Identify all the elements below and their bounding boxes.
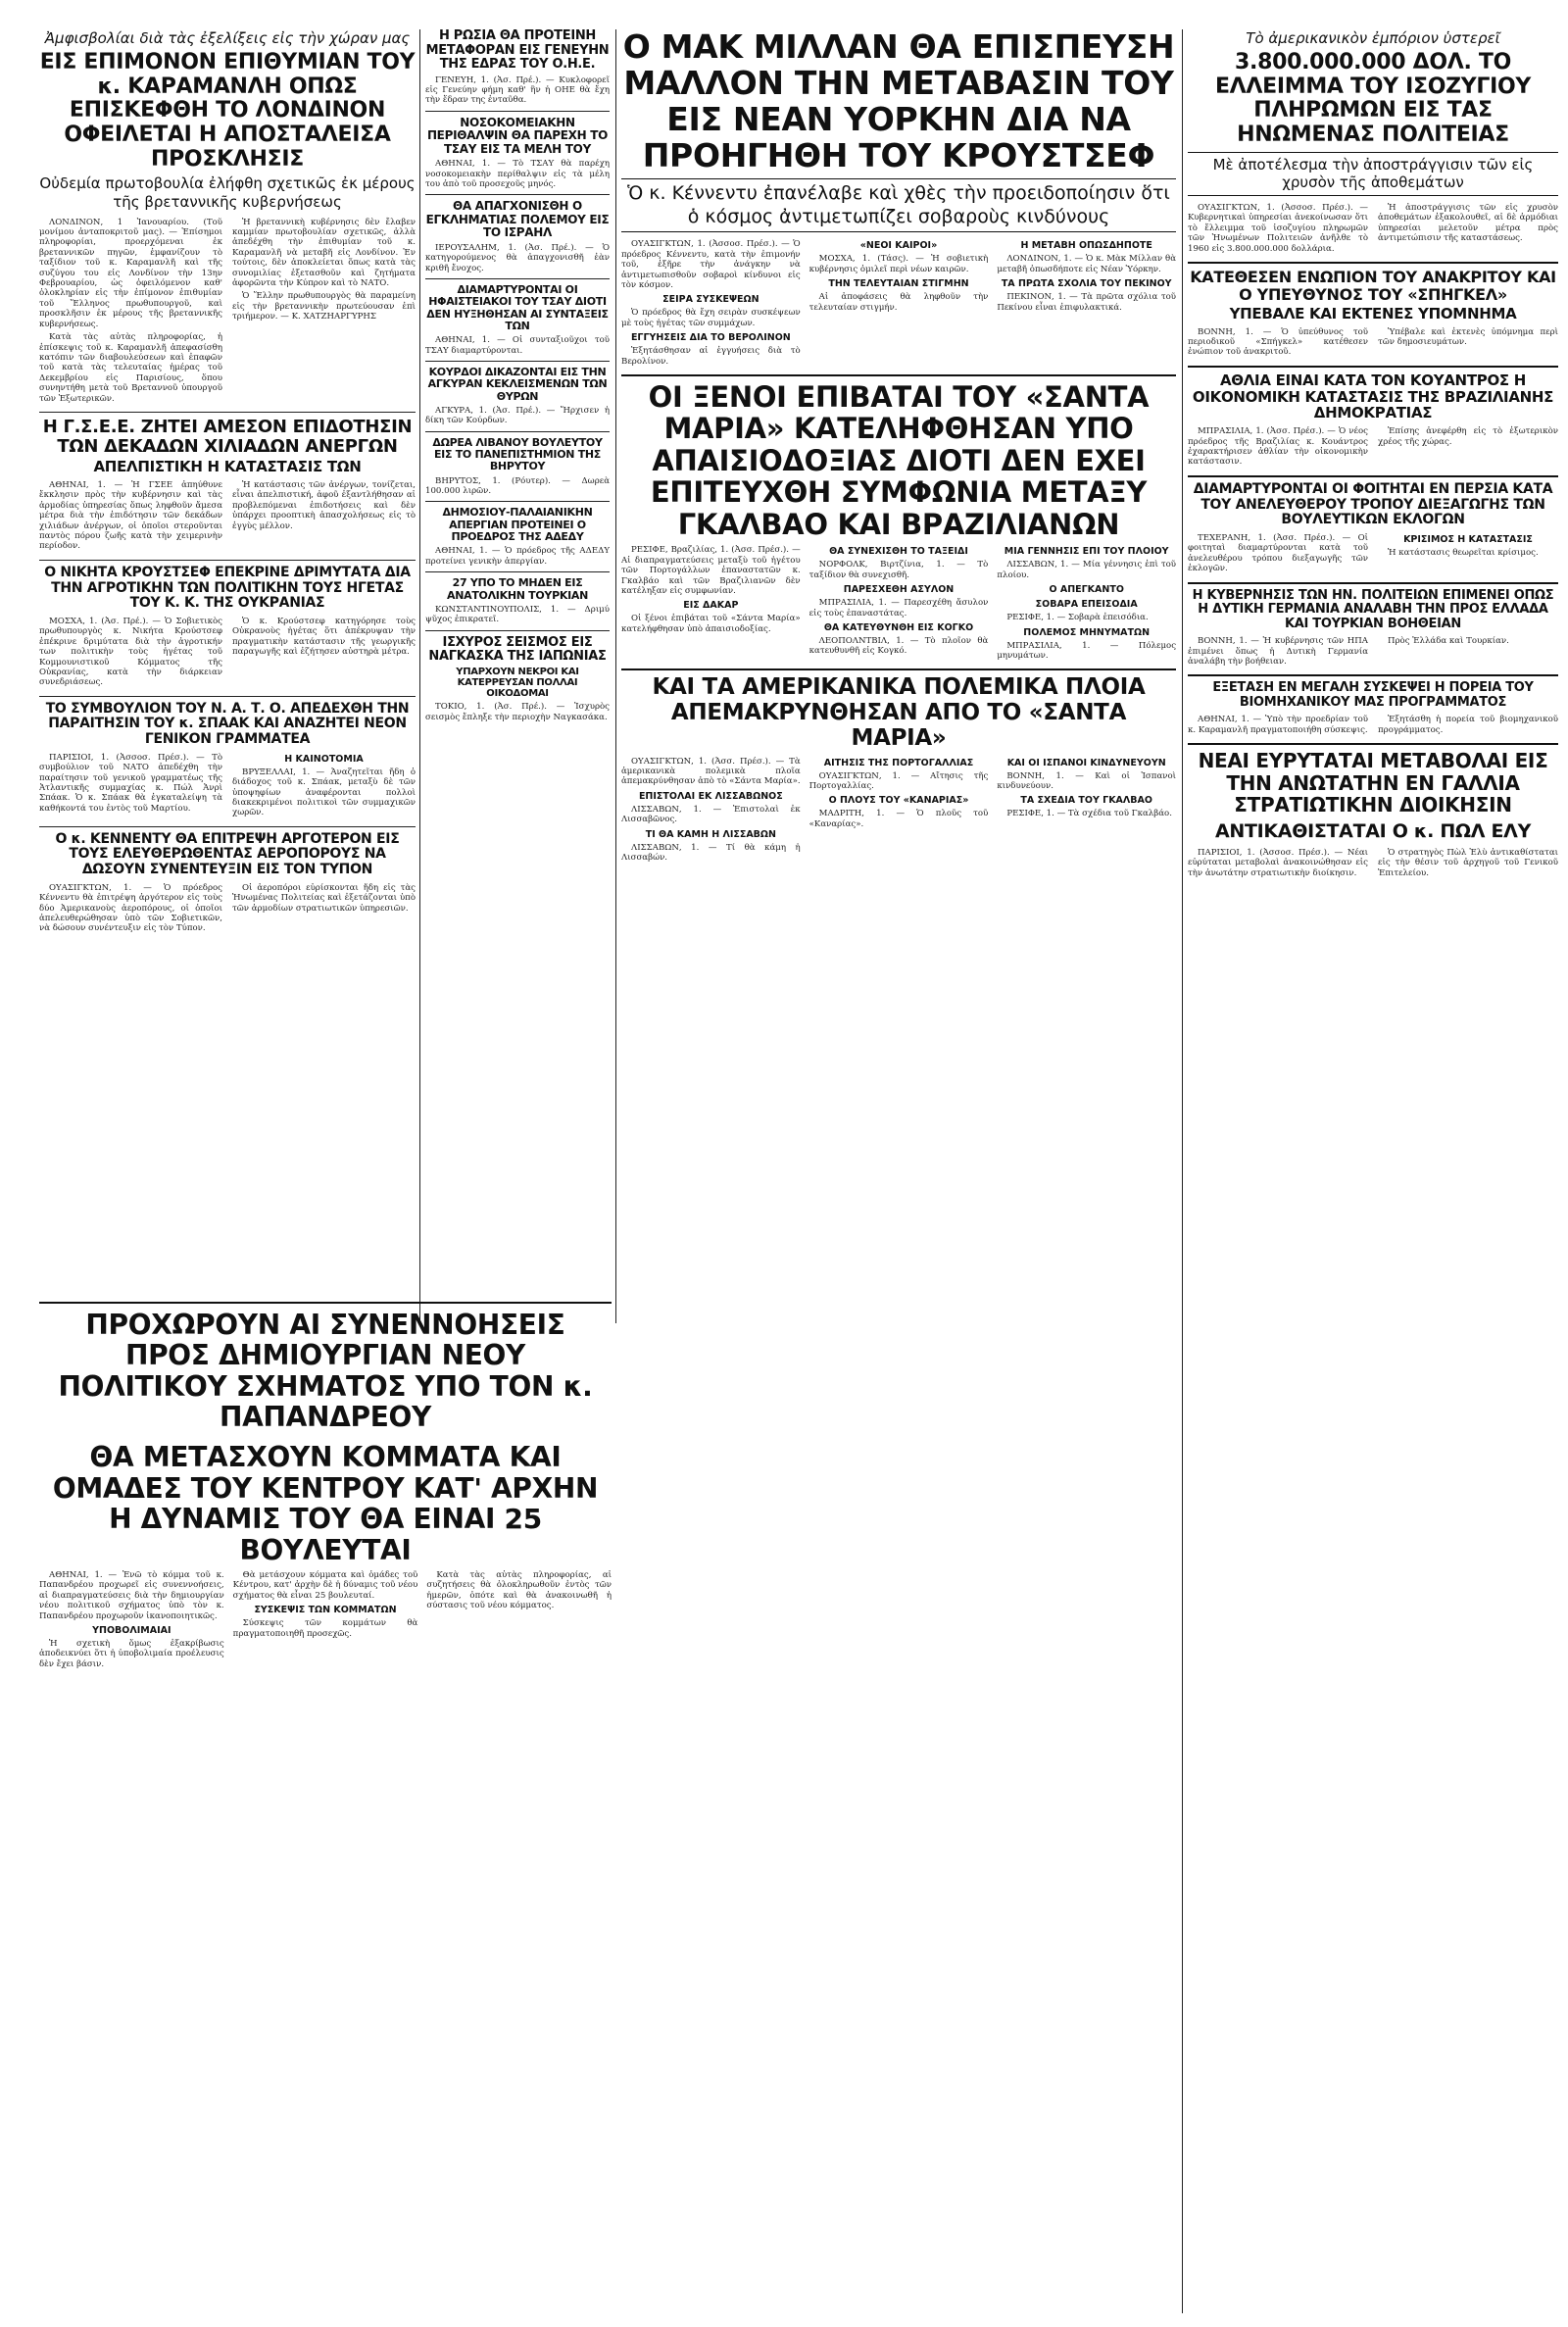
headline-center-parties: ΘΑ ΜΕΤΑΣΧΟΥΝ ΚΟΜΜΑΤΑ ΚΑΙ ΟΜΑΔΕΣ ΤΟΥ ΚΕΝΤΡΟΥ ΚΑΤ' ΑΡΧΗΝ Η ΔΥΝΑΜΙΣ ΤΟΥ ΘΑ ΕΙΝΑΙ 25 ΒΟΥΛΕΥΤΑΙ [52, 1441, 599, 1566]
article-text: ΟΥΑΣΙΓΚΤΩΝ, 1. (Ἀσσοσ. Πρέσ.). — Ὁ πρόεδρος Κέννεντυ, κατὰ τὴν ἐπιμονήν τοῦ, ἐξῆρε τὴν ἀνάγκην νὰ ἀντιμετωπισθοῦν σοβαροὶ κίνδυνοι εἰς τὸν κόσμον. [621, 239, 801, 290]
headline-spiegel: ΚΑΤΕΘΕΣΕΝ ΕΝΩΠΙΟΝ ΤΟΥ ΑΝΑΚΡΙΤΟΥ ΚΑΙ Ο ΥΠΕΥΘΥΝΟΣ ΤΟΥ «ΣΠΗΓΚΕΛ» [1190, 268, 1556, 304]
article-body [621, 542, 1176, 664]
article-text: Ὁ Ἕλλην πρωθυπουργὸς θὰ παραμείνη εἰς τὴν βρεταννικὴν πρωτεύουσαν ἐπὶ τριήμερον. — Κ. ΧΑΤΖΗΑΡΓΥΡΗΣ [232, 291, 416, 322]
deck-japan-quake: ΥΠΑΡΧΟΥΝ ΝΕΚΡΟΙ ΚΑΙ ΚΑΤΕΡΡΕΥΣΑΝ ΠΟΛΛΑΙ ΟΙΚΟΔΟΜΑΙ [456, 666, 579, 700]
article-text: Ἐξητάσθησαν αἱ ἐγγυήσεις διὰ τὸ Βερολίνον. [621, 346, 801, 367]
article-text: Ὁ στρατηγὸς Πὼλ Ἐλὺ ἀντικαθίσταται εἰς τὴν θέσιν τοῦ ἀρχηγοῦ τοῦ Γενικοῦ Ἐπιτελείου. [1378, 847, 1558, 878]
column-rule [1182, 29, 1183, 2313]
article-text: ΑΘΗΝΑΙ, 1. — Ἐνῶ τὸ κόμμα τοῦ κ. Παπανδρέου προχωρεῖ εἰς συνεννοήσεις, αἱ διαπραγματεύσεις διὰ τὴν δημιουργίαν νέου πολιτικοῦ σχήματος ὑπὸ τὸν κ. Παπανδρέου προχωροῦν ἱκανοποιητικῶς. [39, 1569, 224, 1621]
headline-santa-maria: ΟΙ ΞΕΝΟΙ ΕΠΙΒΑΤΑΙ ΤΟΥ «ΣΑΝΤΑ ΜΑΡΙΑ» ΚΑΤΕΛΗΦΘΗΣΑΝ ΥΠΟ ΑΠΑΙΣΙΟΔΟΞΙΑΣ ΔΙΟΤΙ ΔΕΝ ΕΧΕΙ ΕΠΙΤΕΥΧΘΗ ΣΥΜΦΩΝΙΑ ΜΕΤΑΞΥ ΓΚΑΛΒΑΟ ΚΑΙ ΒΡΑΖΙΛΙΑΝΩΝ [648, 379, 1150, 541]
article-text: ΑΘΗΝΑΙ, 1. — Ἡ ΓΣΕΕ ἀπηύθυνε ἔκκλησιν πρὸς τὴν κυβέρνησιν καὶ τὰς ἁρμοδίας ὑπηρεσίας ὅπως ληφθοῦν ἄμεσα μέτρα διὰ τὴν ἐπιδότησιν τῶν δεκάδων χιλιάδων ἀνέργων, οἱ ὁποῖοι στεροῦνται παντὸς πόρου ζωῆς κατὰ τὴν χειμερινὴν περίοδον. [39, 480, 222, 552]
subhead: ΠΟΛΕΜΟΣ ΜΗΝΥΜΑΤΩΝ [1023, 626, 1151, 638]
headline-kurds: ΚΟΥΡΔΟΙ ΔΙΚΑΖΟΝΤΑΙ ΕΙΣ ΤΗΝ ΑΓΚΥΡΑΝ ΚΕΚΛΕΙΣΜΕΝΩΝ ΤΩΝ ΘΥΡΩΝ [427, 365, 608, 403]
article-text: Κατὰ τὰς αὐτὰς πληροφορίας, αἱ συζητήσεις θὰ ὁλοκληρωθοῦν ἐντὸς τῶν ἡμερῶν, ὁπότε καὶ θὰ ἀνακοινωθῆ ἡ σύστασις τοῦ νέου κόμματος. [426, 1569, 612, 1611]
subhead: ΘΑ ΚΑΤΕΥΘΥΝΘΗ ΕΙΣ ΚΟΓΚΟ [823, 621, 974, 633]
article-text: ΜΟΣΧΑ, 1. (Ἀσ. Πρέ.). — Ὁ Σοβιετικὸς πρωθυπουργὸς κ. Νικήτα Κρούστσεφ ἐπέκρινε δριμύτατα διὰ τὴν ἀγροτικήν των πολιτικὴν τοὺς ἡγέτας τοῦ Κομμουνιστικοῦ Κόμματος τῆς Οὐκρανίας, κατὰ τὴν διάρκειαν συνεδριάσεως. [39, 616, 222, 688]
headline-macmillan: Ο ΜΑΚ ΜΙΛΛΑΝ ΘΑ ΕΠΙΣΠΕΥΣΗ ΜΑΛΛΟΝ ΤΗΝ ΜΕΤΑΒΑΣΙΝ ΤΟΥ ΕΙΣ ΝΕΑΝ ΥΟΡΚΗΝ ΔΙΑ ΝΑ ΠΡΟΗΓΗΘΗ ΤΟΥ ΚΡΟΥΣΤΣΕΦ [622, 27, 1175, 174]
article-text: ΓΕΝΕΥΗ, 1. (Ἀσ. Πρέ.). — Κυκλοφορεῖ εἰς Γενεύην φήμη καθ' ἣν ἡ ΟΗΕ θὰ ἔχη τὴν ἕδραν της ἐνταῦθα. [425, 74, 610, 106]
subhead: ΠΑΡΕΣΧΕΘΗ ΑΣΥΛΟΝ [843, 584, 955, 596]
article-text: ΝΟΡΦΟΛΚ, Βιρτζίνια, 1. — Τὸ ταξίδιον θὰ συνεχισθῆ. [808, 560, 989, 580]
article-text: ΑΓΚΥΡΑ, 1. (Ἀσ. Πρέ.). — Ἤρχισεν ἡ δίκη τῶν Κούρδων. [425, 405, 610, 426]
headline-papandreou: ΠΡΟΧΩΡΟΥΝ ΑΙ ΣΥΝΕΝΝΟΗΣΕΙΣ ΠΡΟΣ ΔΗΜΙΟΥΡΓΙΑΝ ΝΕΟΥ ΠΟΛΙΤΙΚΟΥ ΣΧΗΜΑΤΟΣ ΥΠΟ ΤΟΝ κ. ΠΑΠΑΝΔΡΕΟΥ [58, 1309, 593, 1434]
article-body [621, 754, 1176, 866]
subhead: ΕΠΙΣΤΟΛΑΙ ΕΚ ΛΙΣΣΑΒΩΝΟΣ [638, 790, 783, 802]
article-text: ΟΥΑΣΙΓΚΤΩΝ, 1. — Αἴτησις τῆς Πορτογαλλίας. [808, 770, 989, 791]
article-text: Ἡ κατάστασις τῶν ἀνέργων, τονίζεται, εἶναι ἀπελπιστική, ἀφοῦ ἐξαντλήθησαν αἱ προβλεπόμεναι ἐπιδοτήσεις καὶ δὲν ὑπάρχει προοπτικὴ ἀπασχολήσεως εἰς τὸ ἐγγὺς μέλλον. [232, 480, 416, 531]
deck: Οὐδεμία πρωτοβουλία ἐλήφθη σχετικῶς ἐκ μέρους τῆς βρεταννικῆς κυβερνήσεως [39, 174, 416, 211]
headline-us-germany-aid: Η ΚΥΒΕΡΝΗΣΙΣ ΤΩΝ ΗΝ. ΠΟΛΙΤΕΙΩΝ ΕΠΙΜΕΝΕΙ ΟΠΩΣ Η ΔΥΤΙΚΗ ΓΕΡΜΑΝΙΑ ΑΝΑΛΑΒΗ ΤΗΝ ΠΡΟΣ ΕΛΛΑΔΑ ΚΑΙ ΤΟΥΡΚΙΑΝ ΒΟΗΘΕΙΑΝ [1192, 587, 1554, 631]
kicker: Ἀμφισβολίαι διὰ τὰς ἐξελίξεις εἰς τὴν χώραν μας [44, 29, 411, 47]
article-body [39, 215, 416, 407]
article-body [1188, 423, 1558, 470]
article-text: Ὁ πρόεδρος θὰ ἔχη σειρὰν συσκέψεων μὲ τοὺς ἡγέτας τῶν συμμάχων. [621, 308, 801, 328]
article-body [1188, 845, 1558, 881]
article-text: Κατὰ τὰς αὐτὰς πληροφορίας, ἡ ἐπίσκεψις τοῦ κ. Καραμανλῆ ἀπεφασίσθη κατόπιν τῶν διαβουλεύσεων καὶ ἐπαφῶν τοῦ κατὰ τὰς τελευταίας ἡμέρας τοῦ Δεκεμβρίου εἰς Παρισίους, ὅπου συνηντήθη μετὰ τοῦ Βρεταννοῦ ὑπουργοῦ τῶν Ἐξωτερικῶν. [39, 332, 222, 404]
article-text: ΛΙΣΣΑΒΩΝ, 1. — Τί θὰ κάμη ἡ Λισσαβών. [621, 842, 801, 864]
article-body [39, 750, 416, 821]
headline-tsay: ΝΟΣΟΚΟΜΕΙΑΚΗΝ ΠΕΡΙΘΑΛΨΙΝ ΘΑ ΠΑΡΕΧΗ ΤΟ ΤΣΑΥ ΕΙΣ ΤΑ ΜΕΛΗ ΤΟΥ [426, 115, 609, 156]
article-text: ΤΟΚΙΟ, 1. (Ἀσ. Πρέ.). — Ἰσχυρὸς σεισμὸς ἔπληξε τὴν περιοχὴν Ναγκασάκα. [425, 702, 610, 722]
headline-karamanlis: ΕΙΣ ΕΠΙΜΟΝΟΝ ΕΠΙΘΥΜΙΑΝ ΤΟΥ κ. ΚΑΡΑΜΑΝΛΗ ΟΠΩΣ ΕΠΙΣΚΕΦΘΗ ΤΟ ΛΟΝΔΙΝΟΝ ΟΦΕΙΛΕΤΑΙ Η ΑΠΟΣΤΑΛΕΙΣΑ ΠΡΟΣΚΛΗΣΙΣ [39, 50, 416, 172]
article-body [1188, 200, 1558, 257]
article-text: Πρὸς Ἑλλάδα καὶ Τουρκίαν. [1388, 636, 1509, 647]
subhead: ΚΡΙΣΙΜΟΣ Η ΚΑΤΑΣΤΑΣΙΣ [1403, 533, 1533, 545]
right-column [1188, 27, 1558, 2311]
subhead: ΣΕΙΡΑ ΣΥΣΚΕΨΕΩΝ [662, 294, 760, 306]
headline-gsee: Η Γ.Σ.Ε.Ε. ΖΗΤΕΙ ΑΜΕΣΟΝ ΕΠΙΔΟΤΗΣΙΝ ΤΩΝ ΔΕΚΑΔΩΝ ΧΙΛΙΑΔΩΝ ΑΝΕΡΓΩΝ [42, 416, 413, 458]
article-text: Ἐπίσης ἀνεφέρθη εἰς τὸ ἐξωτερικὸν χρέος τῆς χώρας. [1378, 426, 1558, 447]
article-text: Ἐξητάσθη ἡ πορεία τοῦ βιομηχανικοῦ προγράμματος. [1378, 715, 1558, 735]
center-column [621, 27, 1176, 2311]
article-text: Ἡ κατάστασις θεωρεῖται κρίσιμος. [1388, 547, 1539, 558]
article-text: ΤΕΧΕΡΑΝΗ, 1. (Ἀσσ. Πρέσ.). — Οἱ φοιτηταὶ διαμαρτύρονται κατὰ τοῦ ἀνελευθέρου τρόπου διεξαγωγῆς τῶν ἐκλογῶν. [1188, 532, 1368, 574]
subhead: ΣΟΒΑΡΑ ΕΠΕΙΣΟΔΙΑ [1035, 599, 1138, 611]
subhead: ΤΙ ΘΑ ΚΑΜΗ Η ΛΙΣΣΑΒΩΝ [645, 828, 776, 840]
subhead: Η ΚΑΙΝΟΤΟΜΙΑ [284, 753, 364, 765]
subhead: ΕΓΓΥΗΣΕΙΣ ΔΙΑ ΤΟ ΒΕΡΟΛΙΝΟΝ [630, 332, 791, 344]
article-text: ΚΩΝΣΤΑΝΤΙΝΟΥΠΟΛΙΣ, 1. — Δριμύ ψῦχος ἐπικρατεῖ. [425, 604, 610, 625]
subhead: «ΝΕΟΙ ΚΑΙΡΟΙ» [859, 240, 938, 252]
article-body [39, 1567, 612, 1672]
headline-lebanon: ΔΩΡΕΑ ΛΙΒΑΝΟΥ ΒΟΥΛΕΥΤΟΥ ΕΙΣ ΤΟ ΠΑΝΕΠΙΣΤΗΜΙΟΝ ΤΗΣ ΒΗΡΥΤΟΥ [432, 435, 603, 473]
column-rule [615, 29, 616, 1323]
article-text: ΜΠΡΑΣΙΛΙΑ, 1. — Παρεσχέθη ἄσυλον εἰς τοὺς ἐπαναστάτας. [808, 598, 989, 619]
headline-turkey-cold: 27 ΥΠΟ ΤΟ ΜΗΔΕΝ ΕΙΣ ΑΝΑΤΟΛΙΚΗΝ ΤΟΥΡΚΙΑΝ [447, 576, 588, 602]
headline-russia-un: Η ΡΩΣΙΑ ΘΑ ΠΡΟΤΕΙΝΗ ΜΕΤΑΦΟΡΑΝ ΕΙΣ ΓΕΝΕΥΗΝ ΤΗΣ ΕΔΡΑΣ ΤΟΥ Ο.Η.Ε. [425, 28, 610, 73]
article-text: Ὑπέβαλε καὶ ἐκτενὲς ὑπόμνημα περὶ τῶν δημοσιευμάτων. [1378, 326, 1558, 348]
article-text: ΜΠΡΑΣΙΛΙΑ, 1. — Πόλεμος μηνυμάτων. [997, 640, 1176, 661]
article-text: ΒΡΥΞΕΛΛΑΙ, 1. — Ἀναζητεῖται ἤδη ὁ διάδοχος τοῦ κ. Σπάακ, μεταξὺ δὲ τῶν ὑποψηφίων ἀναφέρονται πολλοὶ διακεκριμένοι πολιτικοὶ τῶν συμμαχικῶν χωρῶν. [232, 767, 416, 818]
article-body [39, 880, 416, 937]
deck-paul-ely: ΑΝΤΙΚΑΘΙΣΤΑΤΑΙ Ο κ. ΠΩΛ ΕΛΥ [1214, 820, 1532, 843]
article-text: ΠΑΡΙΣΙΟΙ, 1. (Ἀσσοσ. Πρέσ.). — Νέαι εὐρύταται μεταβολαὶ ἀνακοινώθησαν εἰς τὴν ἀνωτάτην στρατιωτικὴν διοίκησιν. [1188, 847, 1368, 878]
article-text: Σύσκεψις τῶν κομμάτων θὰ πραγματοποιηθῆ προσεχῶς. [232, 1618, 418, 1639]
headline-us-deficit: 3.800.000.000 ΔΟΛ. ΤΟ ΕΛΛΕΙΜΜΑ ΤΟΥ ΙΣΟΖΥΓΙΟΥ ΠΛΗΡΩΜΩΝ ΕΙΣ ΤΑΣ ΗΝΩΜΕΝΑΣ ΠΟΛΙΤΕΙΑΣ [1214, 50, 1532, 147]
subhead: ΜΙΑ ΓΕΝΝΗΣΙΣ ΕΠΙ ΤΟΥ ΠΛΟΙΟΥ [1004, 546, 1169, 558]
headline-industrial-program: ΕΞΕΤΑΣΗ ΕΝ ΜΕΓΑΛΗ ΣΥΣΚΕΨΕΙ Η ΠΟΡΕΙΑ ΤΟΥ ΒΙΟΜΗΧΑΝΙΚΟΥ ΜΑΣ ΠΡΟΓΡΑΜΜΑΤΟΣ [1212, 680, 1534, 710]
article-text: ΙΕΡΟΥΣΑΛΗΜ, 1. (Ἀσ. Πρέ.). — Ὁ κατηγορούμενος θὰ ἀπαγχονισθῆ ἐὰν κριθῆ ἔνοχος. [425, 242, 610, 273]
subhead: ΕΙΣ ΔΑΚΑΡ [683, 600, 739, 612]
subhead: ΚΑΙ ΟΙ ΙΣΠΑΝΟΙ ΚΙΝΔΥΝΕΥΟΥΝ [1006, 757, 1166, 768]
subhead: ΤΑ ΣΧΕΔΙΑ ΤΟΥ ΓΚΑΛΒΑΟ [1020, 795, 1152, 807]
article-text: ΜΑΔΡΙΤΗ, 1. — Ὁ πλοῦς τοῦ «Καναρίας». [808, 809, 989, 829]
subhead: ΣΥΣΚΕΨΙΣ ΤΩΝ ΚΟΜΜΑΤΩΝ [254, 1605, 397, 1616]
article-text: ΒΟΝΝΗ, 1. — Ἡ κυβέρνησις τῶν ΗΠΑ ἐπιμένει ὅπως ἡ Δυτικὴ Γερμανία ἀναλάβη τὴν βοήθειαν. [1188, 636, 1368, 667]
article-body [39, 614, 416, 691]
deck-gsee: ΑΠΕΛΠΙΣΤΙΚΗ Η ΚΑΤΑΣΤΑΣΙΣ ΤΩΝ [93, 458, 362, 476]
article-text: Αἱ ἀποφάσεις θὰ ληφθοῦν τὴν τελευταίαν στιγμήν. [808, 292, 989, 313]
article-body [1188, 633, 1558, 669]
article-text: ΛΟΝΔΙΝΟΝ, 1 Ἰανουαρίου. (Τοῦ μονίμου ἀνταποκριτοῦ μας). — Ἐπίσημοι πληροφορίαι, προερχόμεναι ἐκ βρεταννικῶν πηγῶν, ἐμφανίζουν τὸ ταξίδιον τοῦ κ. Καραμανλῆ καὶ τῆς συζύγου του εἰς Λονδίνον τὴν 13ην Φεβρουαρίου, ὡς ὀφειλόμενον καθ' ὁλοκληρίαν εἰς τὴν ἐπίμονον ἐπιθυμίαν τοῦ Ἕλληνος πρωθυπουργοῦ, καὶ προσκλῆσιν ἐκ μέρους τῆς βρεταννικῆς κυβερνήσεως. [39, 217, 222, 329]
article-text: ΟΥΑΣΙΓΚΤΩΝ, 1. (Ἀσσ. Πρέσ.). — Τὰ ἀμερικανικὰ πολεμικὰ πλοῖα ἀπεμακρύνθησαν ἀπὸ τὸ «Σάντα Μαρία». [621, 756, 801, 787]
article-text: ΛΙΣΣΑΒΩΝ, 1. — Μία γέννησις ἐπὶ τοῦ πλοίου. [997, 560, 1176, 580]
left-column [39, 27, 416, 1321]
kicker: Τὸ ἀμερικανικὸν ἐμπόριον ὑστερεῖ [1246, 29, 1500, 47]
article-text: ΜΠΡΑΣΙΛΙΑ, 1. (Ἀσσ. Πρέσ.). — Ὁ νέος πρόεδρος τῆς Βραζιλίας κ. Κουάντρος ἐχαρακτήρισεν ἀθλίαν τὴν οἰκονομικὴν κατάστασιν. [1188, 426, 1368, 468]
article-text: ΛΕΟΠΟΛΝΤΒΙΛ, 1. — Τὸ πλοῖον θὰ κατευθυνθῆ εἰς Κογκό. [808, 635, 989, 657]
article-text: Ὁ κ. Κρούστσεφ κατηγόρησε τοὺς Οὐκρανοὺς ἡγέτας ὅτι ἀπέκρυψαν τὴν πραγματικὴν κατάστασιν τῆς γεωργικῆς παραγωγῆς καὶ ἐζήτησεν αὐστηρὰ μέτρα. [232, 616, 416, 658]
article-text: Ἡ βρεταννικὴ κυβέρνησις δὲν ἔλαβεν καμμίαν πρωτοβουλίαν σχετικῶς, ἀλλὰ ἀπεδέχθη τὴν ἐπιθυμίαν τοῦ κ. Καραμανλῆ νὰ μεταβῆ εἰς Λονδίνον. Ἐν τούτοις, δὲν ἀποκλείεται ὅπως κατὰ τὰς συνομιλίας ἐξετασθοῦν καὶ ζητήματα ἀφορῶντα τὴν Κύπρον καὶ τὸ ΝΑΤΟ. [232, 217, 416, 289]
article-text: ΛΙΣΣΑΒΩΝ, 1. — Ἐπιστολαὶ ἐκ Λισσαβῶνος. [621, 804, 801, 825]
article-text: ΟΥΑΣΙΓΚΤΩΝ, 1. — Ὁ πρόεδρος Κέννεντυ θὰ ἐπιτρέψη ἀργότερον εἰς τοὺς δύο Ἀμερικανοὺς ἀεροπόρους, οἱ ὁποῖοι ἀπελευθερώθησαν ὑπὸ τῶν Σοβιετικῶν, νὰ δώσουν συνέντευξιν εἰς τὸν Τύπον. [39, 882, 222, 934]
article-text: ΒΟΝΝΗ, 1. — Καὶ οἱ Ἰσπανοὶ κινδυνεύουν. [997, 770, 1176, 791]
headline-persia: ΔΙΑΜΑΡΤΥΡΟΝΤΑΙ ΟΙ ΦΟΙΤΗΤΑΙ ΕΝ ΠΕΡΣΙΑ ΚΑΤΑ ΤΟΥ ΑΝΕΛΕΥΘΕΡΟΥ ΤΡΟΠΟΥ ΔΙΕΞΑΓΩΓΗΣ ΤΩΝ ΒΟΥΛΕΥΤΙΚΩΝ ΕΚΛΟΓΩΝ [1193, 480, 1553, 528]
subhead: Ο ΠΛΟΥΣ ΤΟΥ «ΚΑΝΑΡΙΑΣ» [828, 795, 969, 807]
headline-quadros: ΑΘΛΙΑ ΕΙΝΑΙ ΚΑΤΑ ΤΟΝ ΚΟΥΑΝΤΡΟΣ Η ΟΙΚΟΝΟΜΙΚΗ ΚΑΤΑΣΤΑΣΙΣ ΤΗΣ ΒΡΑΖΙΛΙΑΝΗΣ ΔΗΜΟΚΡΑΤΙΑΣ [1192, 371, 1554, 422]
deck-macmillan: Ὁ κ. Κέννεντυ ἐπανέλαβε καὶ χθὲς τὴν προειδοποίησιν ὅτι ὁ κόσμος ἀντιμετωπίζει σοβαροὺς κινδύνους [621, 178, 1176, 233]
article-text: ΡΕΣΙΦΕ, 1. — Τὰ σχέδια τοῦ Γκαλβάο. [1006, 809, 1172, 819]
article-text: ΜΟΣΧΑ, 1. (Τάσς). — Ἡ σοβιετικὴ κυβέρνησις ὁμιλεῖ περὶ νέων καιρῶν. [808, 254, 989, 274]
article-text: ΒΟΝΝΗ, 1. — Ὁ ὑπεύθυνος τοῦ περιοδικοῦ «Σπήγκελ» κατέθεσεν ἐνώπιον τοῦ ἀνακριτοῦ. [1188, 326, 1368, 358]
deck-us-deficit: Μὲ ἀποτέλεσμα τὴν ἀποστράγγισιν τῶν εἰς χρυσὸν τῆς ἀποθεμάτων [1188, 152, 1558, 197]
headline-israel: ΘΑ ΑΠΑΓΧΟΝΙΣΘΗ Ο ΕΓΚΛΗΜΑΤΙΑΣ ΠΟΛΕΜΟΥ ΕΙΣ ΤΟ ΙΣΡΑΗΛ [425, 199, 610, 240]
article-text: ΛΟΝΔΙΝΟΝ, 1. — Ὁ κ. Μὰκ Μίλλαν θὰ μεταβῆ ὁπωσδήποτε εἰς Νέαν Ὑόρκην. [997, 254, 1176, 274]
subhead: ΑΙΤΗΣΙΣ ΤΗΣ ΠΟΡΤΟΓΑΛΛΙΑΣ [823, 757, 974, 768]
article-text: ΑΘΗΝΑΙ, 1. — Ὑπὸ τὴν προεδρίαν τοῦ κ. Καραμανλῆ πραγματοποιήθη σύσκεψις. [1188, 715, 1368, 735]
column-rule [419, 29, 420, 1323]
article-body [1188, 324, 1558, 361]
article-text: ΒΗΡΥΤΟΣ, 1. (Ρόυτερ). — Δωρεὰ 100.000 λιρῶν. [425, 475, 610, 497]
article-body [1188, 530, 1558, 577]
headline-france-military: ΝΕΑΙ ΕΥΡΥΤΑΤΑΙ ΜΕΤΑΒΟΛΑΙ ΕΙΣ ΤΗΝ ΑΝΩΤΑΤΗΝ ΕΝ ΓΑΛΛΙΑ ΣΤΡΑΤΙΩΤΙΚΗΝ ΔΙΟΙΚΗΣΙΝ [1198, 749, 1548, 817]
article-text: ΟΥΑΣΙΓΚΤΩΝ, 1. (Ἀσσοσ. Πρέσ.). — Κυβερνητικαὶ ὑπηρεσίαι ἀνεκοίνωσαν ὅτι τὸ ἔλλειμμα τοῦ ἰσοζυγίου πληρωμῶν τῶν Ἡνωμένων Πολιτειῶν ἀνῆλθε τὸ 1960 εἰς 3.800.000.000 δολλάρια. [1188, 203, 1368, 254]
article-text: ΠΑΡΙΣΙΟΙ, 1. (Ἀσσοσ. Πρέσ.). — Τὸ συμβούλιον τοῦ ΝΑΤΟ ἀπεδέχθη τὴν παραίτησιν τοῦ γενικοῦ γραμματέως τῆς Ἀτλαντικῆς συμμαχίας κ. Πώλ Ἀνρὶ Σπάακ. Ὁ κ. Σπάακ θὰ ἐγκαταλείψη τὰ καθήκοντά του ἐντὸς τοῦ Μαρτίου. [39, 752, 222, 814]
subhead: ΤΗΝ ΤΕΛΕΥΤΑΙΑΝ ΣΤΙΓΜΗΝ [828, 278, 969, 290]
deck-spiegel: ΥΠΕΒΑΛΕ ΚΑΙ ΕΚΤΕΝΕΣ ΥΠΟΜΝΗΜΑ [1229, 304, 1517, 322]
headline-kennedy-aviators: Ο κ. ΚΕΝΝΕΝΤΥ ΘΑ ΕΠΙΤΡΕΨΗ ΑΡΓΟΤΕΡΟΝ ΕΙΣ ΤΟΥΣ ΕΛΕΥΘΕΡΩΘΕΝΤΑΣ ΑΕΡΟΠΟΡΟΥΣ ΝΑ ΔΩΣΟΥΝ ΣΥΝΕΝΤΕΥΞΙΝ ΕΙΣ ΤΟΝ ΤΥΠΟΝ [55, 830, 400, 878]
headline-japan-quake: ΙΣΧΥΡΟΣ ΣΕΙΣΜΟΣ ΕΙΣ ΝΑΓΚΑΣΚΑ ΤΗΣ ΙΑΠΩΝΙΑΣ [428, 634, 607, 665]
article-text: ΑΘΗΝΑΙ, 1. — Τὸ ΤΣΑΥ θὰ παρέχη νοσοκομειακὴν περίθαλψιν εἰς τὰ μέλη του ἀπὸ τοῦ προσεχοῦς μηνός. [425, 159, 610, 189]
article-body [39, 477, 416, 555]
article-text: Οἱ ἀεροπόροι εὑρίσκονται ἤδη εἰς τὰς Ἡνωμένας Πολιτείας καὶ ἐξετάζονται ὑπὸ τῶν ἁρμοδίων στρατιωτικῶν ὑπηρεσιῶν. [232, 882, 416, 914]
article-text: ΠΕΚΙΝΟΝ, 1. — Τὰ πρῶτα σχόλια τοῦ Πεκίνου εἶναι ἐπιφυλακτικά. [997, 292, 1176, 313]
article-body [1188, 712, 1558, 738]
section-rule [39, 1302, 612, 1304]
article-text: ΑΘΗΝΑΙ, 1. — Ὁ πρόεδρος τῆς ΑΔΕΔΥ προτείνει γενικὴν ἀπεργίαν. [425, 546, 610, 567]
article-text: ΡΕΣΙΦΕ, Βραζιλίας, 1. (Ἀσσ. Πρέσ.). — Αἱ διαπραγματεύσεις μεταξὺ τοῦ ἡγέτου τῶν Πορτογάλλων ἐπαναστατῶν κ. Γκαλβάο καὶ τῶν Βραζιλιανῶν δὲν κατέληξαν εἰς συμφωνίαν. [621, 545, 801, 596]
subhead: ΤΑ ΠΡΩΤΑ ΣΧΟΛΙΑ ΤΟΥ ΠΕΚΙΝΟΥ [1001, 278, 1172, 290]
article-text: Ἡ ἀποστράγγισις τῶν εἰς χρυσὸν ἀποθεμάτων ἐξακολουθεῖ, αἱ δὲ ἁρμόδιαι ὑπηρεσίαι μελετοῦν μέτρα πρὸς ἀντιμετώπισιν τῆς καταστάσεως. [1378, 203, 1558, 244]
article-text: Ἡ σχετικὴ ὅμως ἐξακρίβωσις ἀποδεικνύει ὅτι ἡ ὑποβολιμαία προέλευσις δὲν ἔχει βάσιν. [39, 1638, 224, 1669]
second-column [425, 27, 610, 1321]
headline-khrushchev: Ο ΝΙΚΗΤΑ ΚΡΟΥΣΤΣΕΦ ΕΠΕΚΡΙΝΕ ΔΡΙΜΥΤΑΤΑ ΔΙΑ ΤΗΝ ΑΓΡΟΤΙΚΗΝ ΤΩΝ ΠΟΛΙΤΙΚΗΝ ΤΟΥΣ ΗΓΕΤΑΣ ΤΟΥ Κ. Κ. ΤΗΣ ΟΥΚΡΑΝΙΑΣ [44, 564, 411, 612]
headline-us-ships: ΚΑΙ ΤΑ ΑΜΕΡΙΚΑΝΙΚΑ ΠΟΛΕΜΙΚΑ ΠΛΟΙΑ ΑΠΕΜΑΚΡΥΝΘΗΣΑΝ ΑΠΟ ΤΟ «ΣΑΝΤΑ ΜΑΡΙΑ» [652, 674, 1146, 751]
article-text: Θὰ μετάσχουν κόμματα καὶ ὁμάδες τοῦ Κέντρου, κατ' ἀρχὴν δὲ ἡ δύναμις τοῦ νέου σχήματος θὰ εἶναι 25 βουλευταί. [232, 1569, 418, 1601]
subhead: ΥΠΟΒΟΛΙΜΑΙΑΙ [92, 1624, 172, 1636]
subhead: Η ΜΕΤΑΒΗ ΟΠΩΣΔΗΠΟΤΕ [1020, 240, 1152, 252]
article-body [621, 236, 1176, 370]
headline-adedy: ΔΗΜΟΣΙΟΥ-ΠΑΛΑΙΑΝΙΚΗΝ ΑΠΕΡΓΙΑΝ ΠΡΟΤΕΙΝΕΙ Ο ΠΡΟΕΔΡΟΣ ΤΗΣ ΑΔΕΔΥ [442, 506, 593, 544]
subhead: ΘΑ ΣΥΝΕΧΙΣΘΗ ΤΟ ΤΑΞΕΙΔΙ [829, 546, 968, 558]
headline-nato: ΤΟ ΣΥΜΒΟΥΛΙΟΝ ΤΟΥ Ν. Α. Τ. Ο. ΑΠΕΔΕΧΘΗ ΤΗΝ ΠΑΡΑΙΤΗΣΙΝ ΤΟΥ κ. ΣΠΑΑΚ ΚΑΙ ΑΝΑΖΗΤΕΙ ΝΕΟΝ ΓΕΝΙΚΟΝ ΓΡΑΜΜΑΤΕΑ [45, 700, 410, 748]
article-text: ΡΕΣΙΦΕ, 1. — Σοβαρὰ ἐπεισόδια. [1006, 613, 1149, 623]
article-text: ΑΘΗΝΑΙ, 1. — Οἱ συνταξιοῦχοι τοῦ ΤΣΑΥ διαμαρτύρονται. [425, 335, 610, 356]
article-text: Οἱ ξένοι ἐπιβάται τοῦ «Σάντα Μαρία» κατελήφθησαν ὑπὸ ἀπαισιοδοξίας. [621, 614, 801, 634]
headline-pensioners: ΔΙΑΜΑΡΤΥΡΟΝΤΑΙ ΟΙ ΗΦΑΙΣΤΕΙΑΚΟΙ ΤΟΥ ΤΣΑΥ ΔΙΟΤΙ ΔΕΝ ΗΥΞΗΘΗΣΑΝ ΑΙ ΣΥΝΤΑΞΕΙΣ ΤΩΝ [426, 282, 609, 332]
bottom-left-story [39, 1308, 612, 2288]
subhead: Ο ΑΠΕΓΚΑΝΤΟ [1049, 584, 1124, 596]
